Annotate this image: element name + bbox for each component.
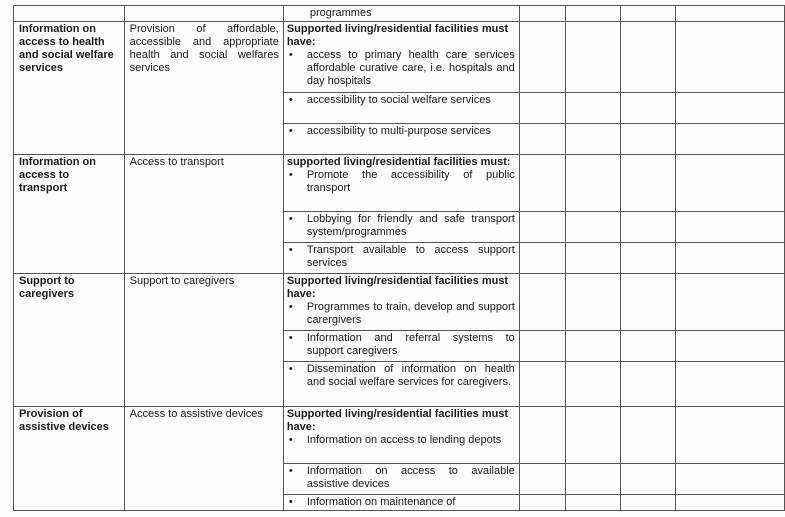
empty-cell — [675, 407, 784, 464]
indicator-text: Provision of affordable, accessible and appropriate health and social welfares services — [129, 23, 279, 74]
empty-cell — [519, 243, 565, 274]
list-item-text: programmes — [309, 7, 372, 19]
bullet-icon: • — [288, 169, 293, 181]
empty-cell — [519, 407, 565, 464]
indicator-cell — [124, 6, 283, 22]
empty-cell — [566, 464, 621, 495]
empty-cell — [566, 93, 621, 124]
empty-cell — [621, 6, 676, 22]
list-item — [287, 434, 515, 447]
list-item-text: Information and referral systems to support caregivers — [306, 332, 515, 357]
indicator-cell — [124, 274, 283, 407]
empty-cell — [566, 22, 621, 93]
empty-cell — [621, 274, 676, 331]
empty-cell — [621, 243, 676, 274]
list-item-text: Information on maintenance of — [306, 496, 456, 508]
standard-cell — [283, 6, 519, 22]
bullet-icon: • — [288, 363, 293, 375]
empty-cell — [519, 495, 565, 511]
empty-cell — [519, 464, 565, 495]
empty-cell — [675, 6, 784, 22]
bullet-icon: • — [288, 125, 293, 137]
area-cell — [14, 407, 125, 511]
empty-cell — [519, 331, 565, 362]
standards-table — [13, 5, 785, 511]
standard-cell — [283, 243, 519, 274]
list-item — [287, 301, 515, 327]
list-item-text: Dissemination of information on health and social welfare services for caregivers. — [306, 363, 515, 388]
empty-cell — [519, 362, 565, 407]
list-item — [287, 213, 515, 239]
area-cell — [14, 22, 125, 155]
standard-cell — [283, 274, 519, 331]
indicator-text: Access to transport — [129, 156, 224, 168]
empty-cell — [519, 274, 565, 331]
empty-cell — [621, 93, 676, 124]
empty-cell — [675, 243, 784, 274]
standard-cell — [283, 362, 519, 407]
area-label: Information on access to transport — [19, 156, 96, 194]
empty-cell — [519, 155, 565, 212]
list-item-text: Promote the accessibility of public transport — [306, 169, 515, 194]
area-label: Support to caregivers — [19, 275, 75, 300]
area-cell — [14, 274, 125, 407]
bullet-icon: • — [288, 496, 293, 508]
indicator-cell — [124, 407, 283, 511]
bullet-icon: • — [288, 94, 293, 106]
list-item-text: Information on access to available assistive devices — [306, 465, 515, 490]
list-item — [287, 94, 515, 107]
standard-cell — [283, 212, 519, 243]
empty-cell — [621, 362, 676, 407]
standard-heading: Supported living/residential facilities must have: — [286, 408, 509, 433]
standard-cell — [283, 155, 519, 212]
indicator-cell — [124, 155, 283, 274]
bullet-icon: • — [288, 244, 293, 256]
bullet-icon: • — [288, 49, 293, 61]
empty-cell — [566, 274, 621, 331]
empty-cell — [621, 212, 676, 243]
empty-cell — [675, 331, 784, 362]
area-cell — [14, 6, 125, 22]
list-item — [287, 363, 515, 389]
table-row — [14, 22, 785, 93]
empty-cell — [519, 212, 565, 243]
list-item-text: accessibility to multi-purpose services — [306, 125, 491, 137]
empty-cell — [566, 243, 621, 274]
empty-cell — [566, 6, 621, 22]
empty-cell — [566, 362, 621, 407]
list-item — [287, 169, 515, 195]
list-item-text: Lobbying for friendly and safe transport system/programmes — [306, 213, 515, 238]
empty-cell — [519, 22, 565, 93]
empty-cell — [675, 124, 784, 155]
empty-cell — [566, 407, 621, 464]
bullet-icon: • — [288, 332, 293, 344]
empty-cell — [675, 155, 784, 212]
empty-cell — [519, 124, 565, 155]
standard-heading: Supported living/residential facilities must have: — [286, 23, 509, 48]
empty-cell — [675, 93, 784, 124]
empty-cell — [566, 495, 621, 511]
list-item — [287, 496, 515, 509]
empty-cell — [566, 331, 621, 362]
list-item — [287, 49, 515, 88]
indicator-text: Access to assistive devices — [129, 408, 263, 420]
bullet-icon: • — [288, 301, 293, 313]
area-cell — [14, 155, 125, 274]
table-row — [14, 274, 785, 331]
area-label: Provision of assistive devices — [19, 408, 109, 433]
list-item — [287, 332, 515, 358]
bullet-icon: • — [288, 465, 293, 477]
empty-cell — [621, 464, 676, 495]
indicator-text: Support to caregivers — [129, 275, 235, 287]
list-item-text: Transport available to access support services — [306, 244, 515, 269]
empty-cell — [621, 331, 676, 362]
standard-cell — [283, 22, 519, 93]
bullet-icon: • — [288, 213, 293, 225]
list-item — [287, 244, 515, 270]
standard-heading: supported living/residential facilities must: — [286, 156, 511, 168]
list-item — [287, 465, 515, 491]
standard-cell — [283, 464, 519, 495]
standard-cell — [283, 495, 519, 511]
table-row — [14, 155, 785, 212]
empty-cell — [519, 93, 565, 124]
area-label: Information on access to health and social welfare services — [19, 23, 114, 74]
indicator-cell — [124, 22, 283, 155]
empty-cell — [675, 495, 784, 511]
list-item-text: Programmes to train, develop and support carergivers — [306, 301, 515, 326]
list-item — [287, 125, 515, 138]
empty-cell — [675, 362, 784, 407]
empty-cell — [675, 22, 784, 93]
empty-cell — [621, 124, 676, 155]
list-item-text: Information on access to lending depots — [306, 434, 502, 446]
empty-cell — [566, 124, 621, 155]
empty-cell — [621, 495, 676, 511]
standard-heading: Supported living/residential facilities must have: — [286, 275, 509, 300]
standard-cell — [283, 407, 519, 464]
table-row — [14, 6, 785, 22]
list-item-text: access to primary health care services affordable curative care, i.e. hospitals and day hospitals — [306, 49, 515, 87]
standard-cell — [283, 124, 519, 155]
list-item-text: accessibility to social welfare services — [306, 94, 491, 106]
empty-cell — [621, 407, 676, 464]
empty-cell — [621, 155, 676, 212]
empty-cell — [675, 212, 784, 243]
table-row — [14, 407, 785, 464]
empty-cell — [675, 274, 784, 331]
standard-cell — [283, 331, 519, 362]
empty-cell — [621, 22, 676, 93]
empty-cell — [519, 6, 565, 22]
empty-cell — [675, 464, 784, 495]
empty-cell — [566, 212, 621, 243]
standard-cell — [283, 93, 519, 124]
bullet-icon: • — [288, 434, 293, 446]
empty-cell — [566, 155, 621, 212]
